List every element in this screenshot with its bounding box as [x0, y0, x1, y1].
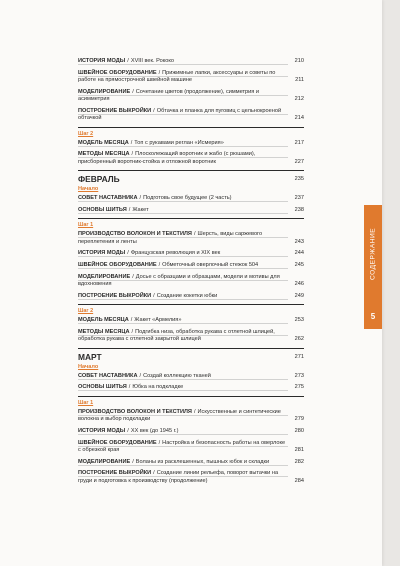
toc-entry[interactable]: ОСНОВЫ ШИТЬЯ / Жакет 238: [78, 206, 304, 213]
section-start-label: Начало: [78, 186, 99, 193]
toc-entry[interactable]: МОДЕЛИРОВАНИЕ / Воланы из расклешенных, пышных юбок и складки 282: [78, 458, 304, 465]
step-label: Шаг 1: [78, 222, 94, 229]
month-heading[interactable]: [78, 174, 304, 184]
entry-page: 227: [294, 158, 304, 165]
entry-text: Юбка на подкладке: [132, 384, 184, 391]
entry-text: Досье с образцами и образцами, модели: [135, 273, 243, 280]
entry-heading: СОВЕТ НАСТАВНИКА: [78, 372, 138, 379]
toc-entry[interactable]: ПРОИЗВОДСТВО ВОЛОКОН И ТЕКСТИЛЯ / Искусственные и синтетические волокна и выбор подкладки 279: [78, 408, 304, 423]
toc-entry[interactable]: ОСНОВЫ ШИТЬЯ / Юбка на подкладке 275: [78, 384, 304, 391]
entry-heading: ИСТОРИЯ МОДЫ: [78, 250, 126, 257]
entry-page: 262: [294, 336, 304, 343]
entry-heading: ШВЕЙНОЕ ОБОРУДОВАНИЕ: [78, 261, 157, 268]
month-heading[interactable]: [78, 352, 304, 362]
entry-text: Воланы из расклешенных, пышных юбок и складки: [135, 458, 270, 465]
toc-entry[interactable]: ИСТОРИЯ МОДЫ / XX век (до 1945 г.) 280: [78, 427, 304, 434]
divider: [78, 127, 304, 128]
entry-heading: МЕТОДЫ МЕСЯЦА: [78, 151, 130, 158]
entry-heading: ОСНОВЫ ШИТЬЯ: [78, 206, 127, 213]
entry-heading: МОДЕЛИРОВАНИЕ: [78, 458, 131, 465]
entry-page: 282: [294, 458, 304, 465]
section-tab: [364, 205, 382, 329]
entry-heading: ОСНОВЫ ШИТЬЯ: [78, 384, 127, 391]
entry-page: 244: [294, 250, 304, 257]
entry-heading: ПОСТРОЕНИЕ ВЫКРОЙКИ: [78, 107, 152, 114]
entry-heading: ПОСТРОЕНИЕ ВЫКРОЙКИ: [78, 470, 152, 477]
table-of-contents: [78, 58, 304, 489]
entry-text-cont: с цельнокроеной обтачкой: [78, 107, 282, 121]
toc-entry[interactable]: МЕТОДЫ МЕСЯЦА / Подгибка низа, обработка рукава с отлетной шлицей, обработка рукава с отлетной закрытой шлицей 262: [78, 328, 304, 343]
entry-text: Настройка и безопасность работы: [162, 439, 252, 446]
entry-text-cont: и асимметрия: [78, 88, 260, 102]
entry-text-cont: на оверлоке с обрезкой края: [78, 439, 286, 453]
entry-heading: МОДЕЛЬ МЕСЯЦА: [78, 139, 129, 146]
entry-text-cont: и мотивы для вдохновения: [78, 273, 280, 287]
entry-text: Сочетание цветов (продолжение), симметрия: [135, 88, 255, 95]
entry-heading: МОДЕЛИРОВАНИЕ: [78, 273, 131, 280]
entry-page: 275: [294, 384, 304, 391]
step-label: Шаг 2: [78, 308, 94, 315]
step-label: Шаг 2: [78, 130, 94, 137]
entry-heading: ИСТОРИЯ МОДЫ: [78, 427, 126, 434]
entry-page: 245: [294, 261, 304, 268]
entry-page: 249: [294, 292, 304, 299]
entry-page: 281: [294, 446, 304, 453]
entry-page: 210: [294, 58, 304, 64]
entry-heading: ПРОИЗВОДСТВО ВОЛОКОН И ТЕКСТИЛЯ: [78, 231, 192, 238]
entry-text-cont: и советы по работе на прямострочной швейной машине: [78, 69, 276, 83]
entry-text: XVIII век. Рококо: [130, 58, 174, 64]
toc-entry[interactable]: ПОСТРОЕНИЕ ВЫКРОЙКИ / Создание линии рельефа, поворот вытачки на груди и подготовка к производству (продолжение) 284: [78, 470, 304, 484]
month-title: МАРТ: [78, 351, 102, 362]
section-tab-page-number: 5: [370, 312, 376, 321]
entry-heading: ИСТОРИЯ МОДЫ: [78, 58, 126, 64]
entry-heading: МЕТОДЫ МЕСЯЦА: [78, 328, 130, 335]
month-title: ФЕВРАЛЬ: [78, 174, 120, 185]
entry-heading: ШВЕЙНОЕ ОБОРУДОВАНИЕ: [78, 69, 157, 76]
entry-text: Французская революция и XIX век: [130, 250, 221, 257]
entry-heading: МОДЕЛИРОВАНИЕ: [78, 88, 131, 95]
entry-text: Подготовь свое будущее (2 часть): [143, 195, 232, 202]
entry-text-cont: и синтетические волокна и выбор подкладки: [78, 408, 281, 423]
entry-page: 253: [294, 317, 304, 324]
toc-entry[interactable]: МОДЕЛИРОВАНИЕ / Сочетание цветов (продолжение), симметрия и асимметрия 212: [78, 88, 304, 102]
toc-entry[interactable]: СОВЕТ НАСТАВНИКА / Подготовь свое будущее (2 часть) 237: [78, 195, 304, 202]
entry-heading: МОДЕЛЬ МЕСЯЦА: [78, 317, 129, 324]
entry-text: Обметочный оверлочный стежок 504: [162, 261, 259, 268]
month-page: 271: [294, 353, 304, 360]
divider: [78, 304, 304, 305]
entry-page: 280: [294, 427, 304, 434]
toc-entry[interactable]: МОДЕЛЬ МЕСЯЦА / Жакет «Армелия» 253: [78, 317, 304, 324]
entry-page: 214: [294, 115, 304, 121]
divider: [78, 348, 304, 349]
entry-text: Жакет: [132, 206, 149, 213]
entry-page: 238: [294, 206, 304, 213]
entry-heading: ПРОИЗВОДСТВО ВОЛОКОН И ТЕКСТИЛЯ: [78, 408, 192, 415]
entry-page: 217: [294, 139, 304, 146]
toc-entry[interactable]: МЕТОДЫ МЕСЯЦА / Плосколежащий воротник и жабо (с рюшами), присборенный воротник-стойка и отложной воротник 227: [78, 151, 304, 165]
divider: [78, 218, 304, 219]
entry-page: 237: [294, 195, 304, 202]
entry-text: XX век (до 1945 г.): [130, 427, 179, 434]
entry-text: Искусственные: [197, 408, 238, 415]
toc-entry[interactable]: МОДЕЛИРОВАНИЕ / Досье с образцами и образцами, модели и мотивы для вдохновения 246: [78, 273, 304, 287]
entry-text: Плосколежащий воротник и жабо (с рюшами),: [135, 151, 256, 158]
entry-page: 246: [294, 280, 304, 287]
toc-entry[interactable]: ИСТОРИЯ МОДЫ / Французская революция и XIX век 244: [78, 250, 304, 257]
toc-entry[interactable]: ИСТОРИЯ МОДЫ / XVIII век. Рококо 210: [78, 58, 304, 64]
toc-entry[interactable]: ШВЕЙНОЕ ОБОРУДОВАНИЕ / Прижимные лапки, аксессуары и советы по работе на прямострочной швейной машине 211: [78, 69, 304, 83]
entry-page: 212: [294, 96, 304, 102]
entry-text: Жакет «Армелия»: [134, 317, 182, 324]
section-start-label: Начало: [78, 363, 99, 370]
entry-page: 279: [294, 416, 304, 423]
entry-text: Топ с рукавами реглан «Исмерия»: [134, 139, 224, 146]
entry-text: Создание линии рельефа, поворот: [156, 470, 248, 477]
entry-text-cont: переплетения и ленты: [78, 238, 137, 245]
entry-text: Создай коллекцию тканей: [143, 372, 211, 379]
month-page: 235: [294, 176, 304, 183]
entry-text: Прижимные лапки, аксессуары: [162, 69, 244, 76]
entry-text: Обтачка и планка для пуговиц: [156, 107, 236, 114]
section-tab-label: СОДЕРЖАНИЕ: [369, 227, 377, 281]
toc-entry[interactable]: МОДЕЛЬ МЕСЯЦА / Топ с рукавами реглан «Исмерия» 217: [78, 139, 304, 146]
entry-text: Создание кокетки юбки: [156, 292, 218, 299]
entry-heading: СОВЕТ НАСТАВНИКА: [78, 195, 138, 202]
entry-text-cont: шлицей, обработка рукава с отлетной закрытой шлицей: [78, 328, 275, 343]
divider: [78, 396, 304, 397]
entry-page: 284: [294, 477, 304, 484]
entry-page: 273: [294, 372, 304, 379]
entry-page: 211: [295, 77, 304, 83]
entry-heading: ПОСТРОЕНИЕ ВЫКРОЙКИ: [78, 292, 152, 299]
toc-entry[interactable]: ПОСТРОЕНИЕ ВЫКРОЙКИ / Обтачка и планка для пуговиц с цельнокроеной обтачкой 214: [78, 107, 304, 121]
entry-text: Шерсть, виды саржевого: [197, 231, 263, 238]
entry-heading: ШВЕЙНОЕ ОБОРУДОВАНИЕ: [78, 439, 157, 446]
entry-text-cont: вытачки на груди и подготовка к производству (продолжение): [78, 470, 279, 484]
entry-text-cont: присборенный воротник-стойка и отложной воротник: [78, 158, 216, 165]
step-label: Шаг 1: [78, 399, 94, 406]
toc-entry[interactable]: ШВЕЙНОЕ ОБОРУДОВАНИЕ / Обметочный оверлочный стежок 504 245: [78, 261, 304, 268]
toc-entry[interactable]: ПОСТРОЕНИЕ ВЫКРОЙКИ / Создание кокетки юбки 249: [78, 292, 304, 299]
toc-entry[interactable]: ПРОИЗВОДСТВО ВОЛОКОН И ТЕКСТИЛЯ / Шерсть, виды саржевого переплетения и ленты 243: [78, 231, 304, 245]
divider: [78, 170, 304, 171]
toc-entry[interactable]: СОВЕТ НАСТАВНИКА / Создай коллекцию тканей 273: [78, 372, 304, 379]
toc-entry[interactable]: ШВЕЙНОЕ ОБОРУДОВАНИЕ / Настройка и безопасность работы на оверлоке с обрезкой края 281: [78, 439, 304, 453]
entry-page: 243: [294, 238, 304, 245]
entry-text: Подгибка низа, обработка рукава с отлетной: [135, 328, 252, 335]
